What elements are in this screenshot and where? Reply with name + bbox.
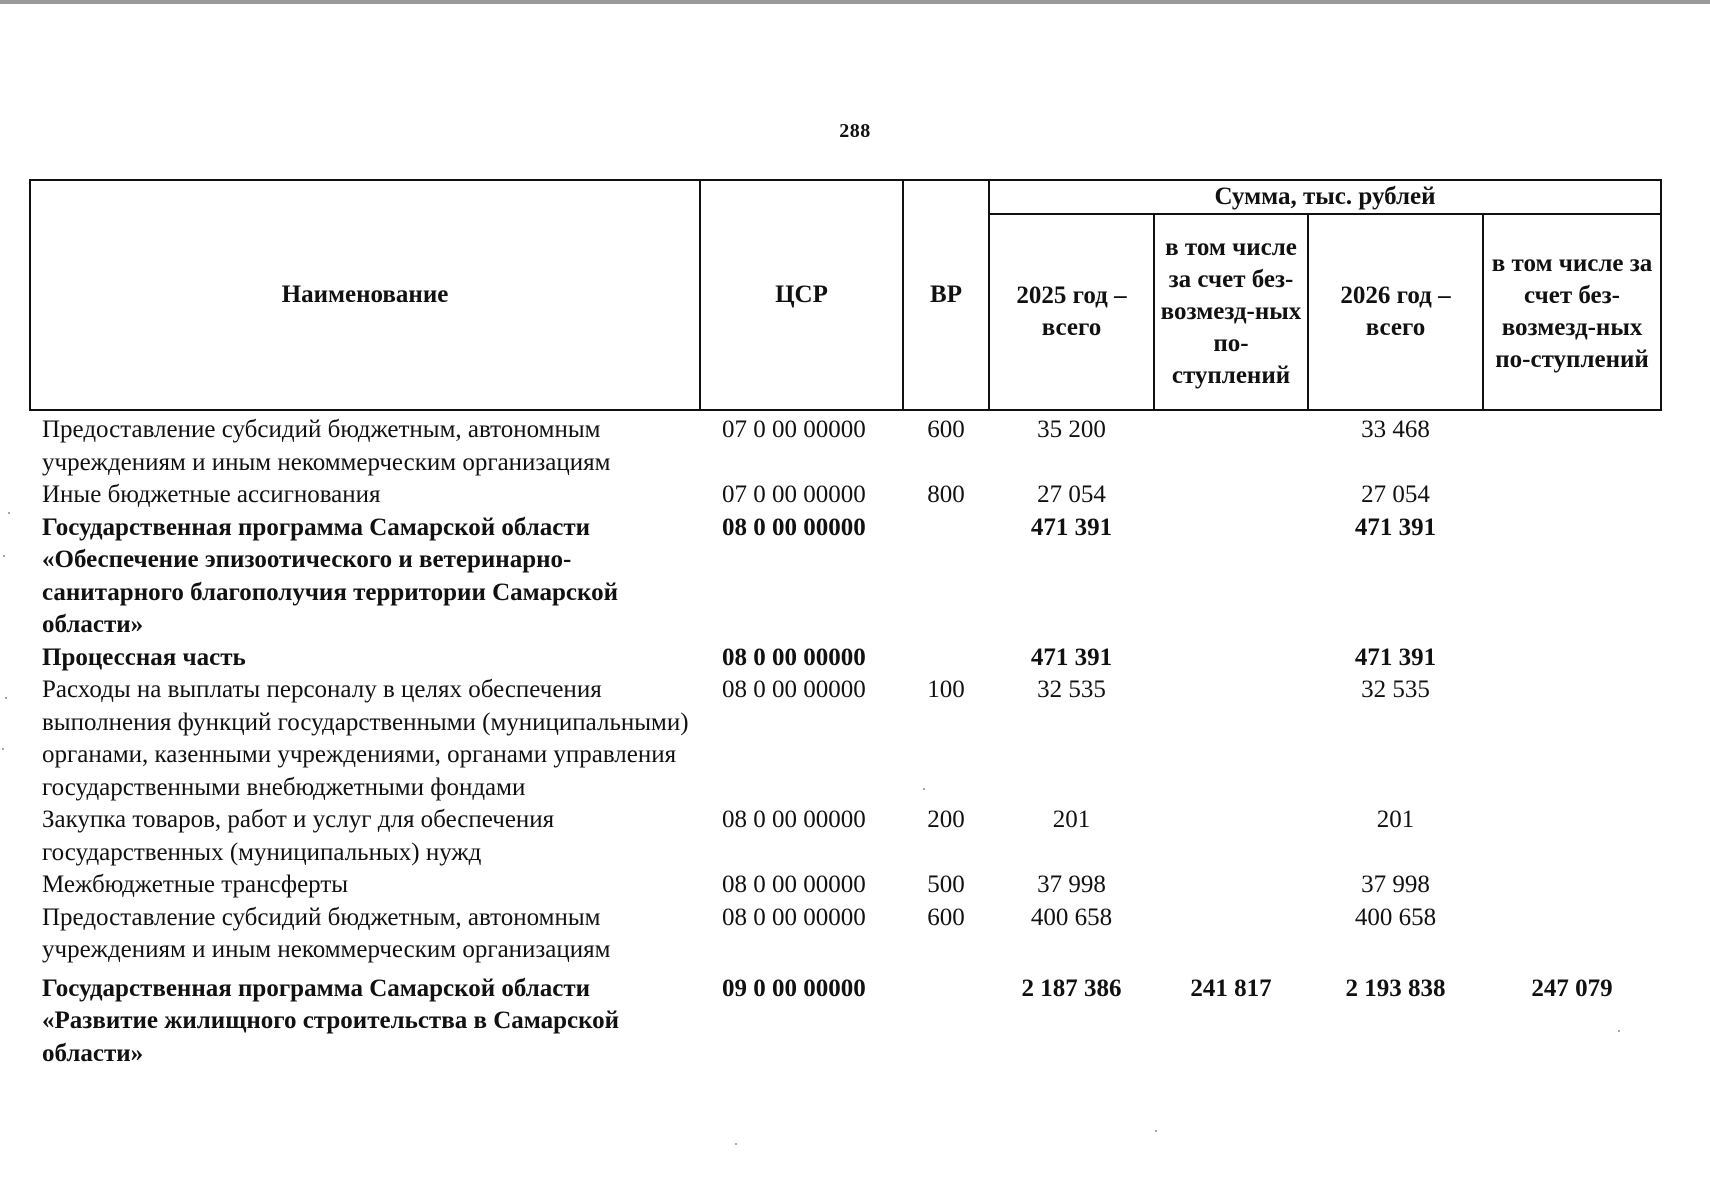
row-csr: 09 0 00 00000 xyxy=(722,974,866,1002)
table-row xyxy=(30,642,1661,675)
row-csr: 08 0 00 00000 xyxy=(722,513,866,541)
row-vr: 100 xyxy=(927,676,965,703)
row-name: Государственная программа Самарской области «Обеспечение эпизоотического и ветеринарно-санитарного благополучия территории Самарской области» xyxy=(42,513,618,638)
header-2025-free-receipts: в том числе за счет без-возмезд-ных по-ступлений xyxy=(1154,214,1308,410)
row-2026-free-receipts: 247 079 xyxy=(1531,974,1613,1002)
header-2026-total: 2026 год – всего xyxy=(1308,214,1483,410)
scan-speck xyxy=(8,512,10,514)
row-2025-total: 471 391 xyxy=(1030,513,1113,541)
row-2025-total: 37 998 xyxy=(1037,871,1106,898)
row-csr: 07 0 00 00000 xyxy=(722,481,866,508)
row-2025-free-receipts xyxy=(1154,512,1308,642)
row-2026-free-receipts xyxy=(1483,642,1661,675)
table-row xyxy=(30,804,1661,869)
row-csr: 07 0 00 00000 xyxy=(722,416,866,443)
scan-speck xyxy=(1618,1030,1620,1032)
row-csr: 08 0 00 00000 xyxy=(722,643,866,671)
row-csr: 08 0 00 00000 xyxy=(722,871,866,898)
row-2026-total: 2 193 838 xyxy=(1345,974,1446,1002)
table-row xyxy=(30,414,1661,479)
row-2025-free-receipts xyxy=(1154,902,1308,967)
table-row xyxy=(30,479,1661,512)
row-2026-free-receipts xyxy=(1483,902,1661,967)
row-2025-total: 27 054 xyxy=(1037,481,1106,508)
row-2025-free-receipts xyxy=(1154,869,1308,902)
table-row xyxy=(30,674,1661,804)
table-row xyxy=(30,512,1661,642)
scan-speck xyxy=(1155,1130,1157,1132)
row-csr: 08 0 00 00000 xyxy=(722,806,866,833)
row-2026-free-receipts xyxy=(1483,674,1661,804)
row-2025-free-receipts xyxy=(1154,674,1308,804)
row-2026-total: 32 535 xyxy=(1361,676,1430,703)
scan-speck xyxy=(735,1143,737,1145)
table-row xyxy=(30,869,1661,902)
row-2026-total: 471 391 xyxy=(1354,513,1437,541)
row-2025-total: 2 187 386 xyxy=(1021,974,1122,1002)
row-vr: 600 xyxy=(927,416,965,443)
budget-table xyxy=(29,179,1662,1070)
row-name: Расходы на выплаты персоналу в целях обеспечения выполнения функций государственными (муниципальными) органами, казенными учреждениями, органами управления государственными внебюджетными фондами xyxy=(42,676,689,801)
header-2026-free-receipts: в том числе за счет без-возмезд-ных по-ступлений xyxy=(1483,214,1661,410)
row-name: Предоставление субсидий бюджетным, автономным учреждениям и иным некоммерческим организациям xyxy=(42,903,611,963)
scan-speck xyxy=(923,788,925,790)
row-2026-total: 33 468 xyxy=(1361,416,1430,443)
row-name: Государственная программа Самарской области «Развитие жилищного строительства в Самарской области» xyxy=(42,974,620,1067)
row-name: Иные бюджетные ассигнования xyxy=(42,481,381,508)
row-vr: 200 xyxy=(927,806,965,833)
row-2026-total: 400 658 xyxy=(1354,903,1437,931)
row-csr: 08 0 00 00000 xyxy=(722,903,866,931)
row-2026-total: 37 998 xyxy=(1361,871,1430,898)
table-row xyxy=(30,902,1661,967)
header-sum: Сумма, тыс. рублей xyxy=(989,180,1661,214)
row-2026-free-receipts xyxy=(1483,804,1661,869)
scan-top-edge-line xyxy=(0,0,1710,4)
row-2026-total: 201 xyxy=(1376,806,1415,833)
row-vr xyxy=(903,967,989,1071)
row-2026-total: 27 054 xyxy=(1361,481,1430,508)
header-vr: ВР xyxy=(903,180,989,410)
scan-speck xyxy=(2,748,4,750)
row-2025-total: 400 658 xyxy=(1030,903,1113,931)
header-2025-total: 2025 год – всего xyxy=(989,214,1154,410)
row-2025-total: 201 xyxy=(1052,806,1091,833)
row-vr xyxy=(903,512,989,642)
row-2025-total: 32 535 xyxy=(1037,676,1106,703)
header-csr: ЦСР xyxy=(700,180,903,410)
page-number: 288 xyxy=(839,120,871,142)
row-2025-free-receipts xyxy=(1154,642,1308,675)
row-2026-free-receipts xyxy=(1483,512,1661,642)
scan-speck xyxy=(3,555,5,557)
row-2026-free-receipts xyxy=(1483,479,1661,512)
row-vr: 600 xyxy=(927,903,965,931)
budget-table-wrapper xyxy=(29,179,1660,1070)
row-2025-free-receipts xyxy=(1154,414,1308,479)
row-2026-free-receipts xyxy=(1483,414,1661,479)
row-csr: 08 0 00 00000 xyxy=(722,676,866,703)
scan-speck xyxy=(5,697,7,699)
row-2026-total: 471 391 xyxy=(1354,643,1437,671)
row-vr xyxy=(903,642,989,675)
table-row xyxy=(30,967,1661,1071)
header-name: Наименование xyxy=(30,180,700,410)
row-name: Предоставление субсидий бюджетным, автономным учреждениям и иным некоммерческим организациям xyxy=(42,416,611,476)
row-2026-free-receipts xyxy=(1483,869,1661,902)
row-vr: 800 xyxy=(927,481,965,508)
row-2025-total: 471 391 xyxy=(1030,643,1113,671)
row-2025-free-receipts xyxy=(1154,479,1308,512)
row-2025-free-receipts xyxy=(1154,804,1308,869)
row-2025-free-receipts: 241 817 xyxy=(1190,974,1272,1002)
row-name: Закупка товаров, работ и услуг для обеспечения государственных (муниципальных) нужд xyxy=(42,806,555,866)
row-name: Процессная часть xyxy=(42,643,246,671)
row-name: Межбюджетные трансферты xyxy=(42,871,349,898)
row-vr: 500 xyxy=(927,871,965,898)
row-2025-total: 35 200 xyxy=(1037,416,1106,443)
